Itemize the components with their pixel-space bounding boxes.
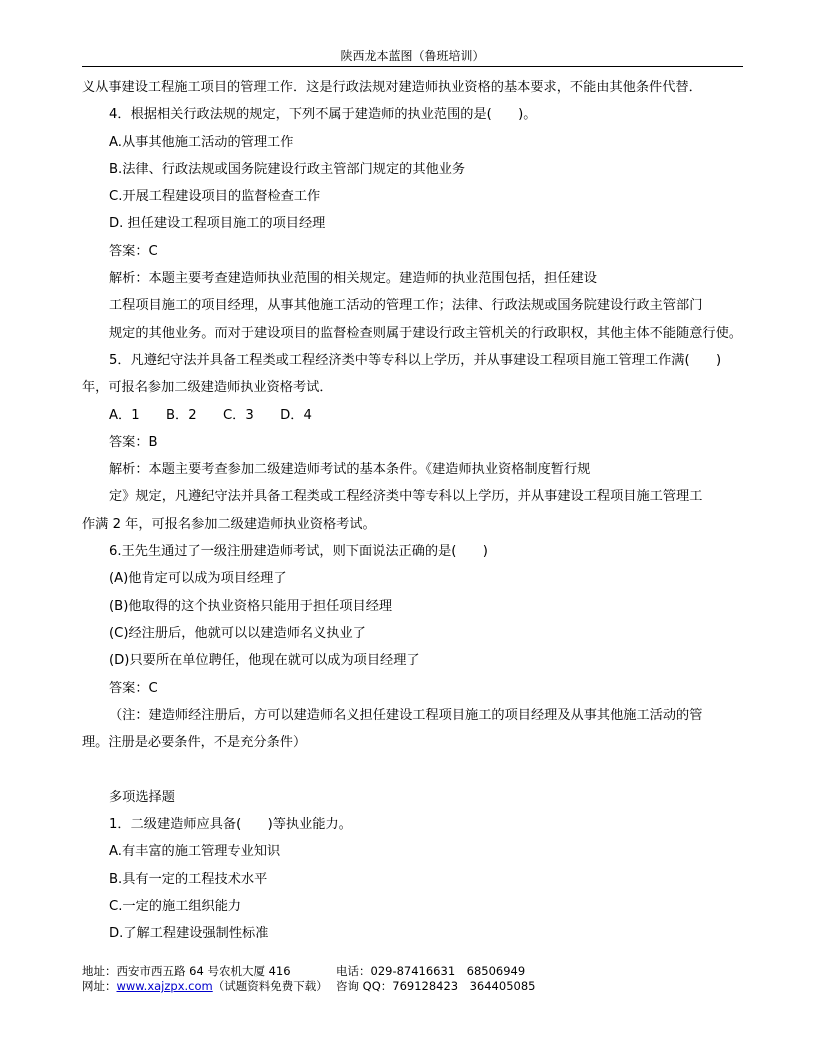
text-line: 4．根据相关行政法规的规定，下列不属于建造师的执业范围的是( )。 — [109, 107, 537, 123]
text-line: 年，可报名参加二级建造师执业资格考试． — [82, 380, 333, 396]
text-line: （注：建造师经注册后，方可以建造师名义担任建设工程项目施工的项目经理及从事其他施工活动的管 — [109, 707, 703, 723]
footer-row-web — [82, 979, 743, 994]
text-line: B.具有一定的工程技术水平 — [109, 871, 268, 887]
blank-line — [82, 756, 750, 783]
header-title: 陕西龙本蓝图（鲁班培训） — [340, 49, 485, 63]
document-body — [82, 74, 750, 948]
text-line: D. 担任建设工程项目施工的项目经理 — [109, 216, 326, 232]
footer-website-label: 网址： — [82, 979, 117, 993]
text-line: (D)只要所在单位聘任，他现在就可以成为项目经理了 — [109, 653, 420, 669]
text-line: 答案：C — [109, 243, 158, 259]
footer-website-link[interactable]: www.xajzpx.com — [116, 979, 213, 993]
text-line: C.一定的施工组织能力 — [109, 898, 242, 914]
text-line: (C)经注册后，他就可以以建造师名义执业了 — [109, 625, 366, 641]
page-footer — [82, 964, 743, 994]
text-line: (A)他肯定可以成为项目经理了 — [109, 571, 287, 587]
text-line: 作满 2 年，可报名参加二级建造师执业资格考试。 — [82, 516, 376, 532]
footer-website-note: （试题资料免费下载） — [212, 979, 328, 993]
text-line: A.从事其他施工活动的管理工作 — [109, 134, 294, 150]
text-line: D.了解工程建设强制性标准 — [109, 926, 269, 942]
text-line: 5．凡遵纪守法并具备工程类或工程经济类中等专科以上学历，并从事建设工程项目施工管理工作满( ) — [109, 352, 722, 368]
footer-address: 地址：西安市西五路 64 号农机大厦 416 — [82, 964, 291, 978]
footer-qq: 咨询 QQ：769128423 364405085 — [336, 979, 536, 993]
text-line: 1．二级建造师应具备( )等执业能力。 — [109, 817, 352, 833]
footer-phone: 电话：029-87416631 68506949 — [336, 964, 526, 978]
text-line: 答案：B — [109, 434, 158, 450]
text-line: A.有丰富的施工管理专业知识 — [109, 844, 281, 860]
text-line: 解析：本题主要考查建造师执业范围的相关规定。建造师的执业范围包括，担任建设 — [109, 271, 597, 287]
text-line: 规定的其他业务。而对于建设项目的监督检查则属于建设行政主管机关的行政职权，其他主体不能随意行使。 — [109, 325, 742, 341]
text-line: 义从事建设工程施工项目的管理工作．这是行政法规对建造师执业资格的基本要求，不能由其他条件代替． — [82, 80, 702, 95]
footer-website — [82, 979, 336, 994]
text-line: 多项选择题 — [109, 789, 175, 805]
footer-row-contact — [82, 964, 743, 979]
page-header — [82, 46, 743, 67]
text-line: 理。注册是必要条件，不是充分条件） — [82, 735, 307, 751]
text-line: B.法律、行政法规或国务院建设行政主管部门规定的其他业务 — [109, 161, 466, 177]
text-line: (B)他取得的这个执业资格只能用于担任项目经理 — [109, 598, 393, 614]
text-line: 答案：C — [109, 680, 158, 696]
text-line: A．1 B．2 C．3 D．4 — [109, 407, 312, 423]
text-line: 定》规定，凡遵纪守法并具备工程类或工程经济类中等专科以上学历，并从事建设工程项目施工管理工 — [109, 489, 703, 505]
text-line: C.开展工程建设项目的监督检查工作 — [109, 189, 321, 205]
text-line: 6.王先生通过了一级注册建造师考试，则下面说法正确的是( ) — [109, 544, 488, 560]
text-line: 工程项目施工的项目经理，从事其他施工活动的管理工作；法律、行政法规或国务院建设行政主管部门 — [109, 298, 703, 314]
text-line: 解析：本题主要考查参加二级建造师考试的基本条件。《建造师执业资格制度暂行规 — [109, 462, 591, 478]
